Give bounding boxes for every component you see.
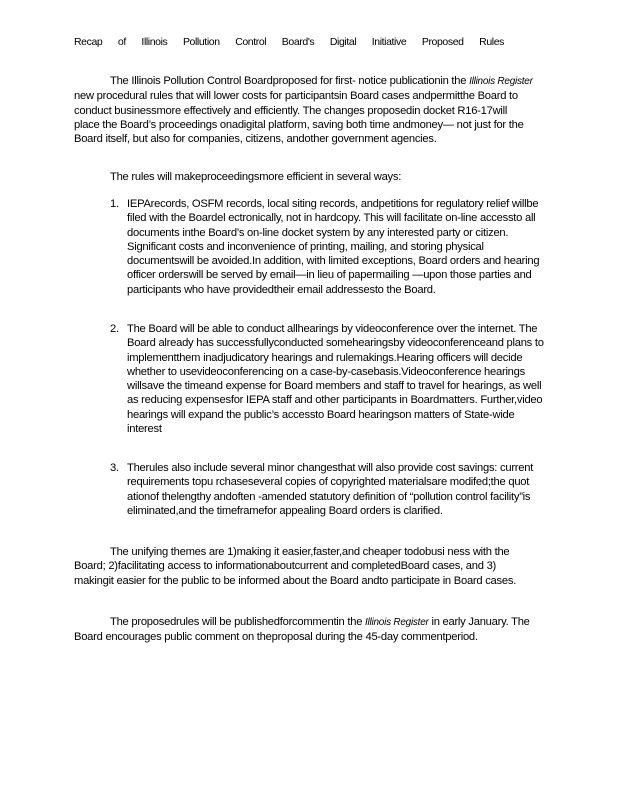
- title-word: Digital: [329, 36, 357, 48]
- intro-text-c: new procedural rules that will lower costs for participantsin Board cases andpermitthe Board to conduct businessmore effectively and efficiently. The changes proposedin docket R16-17will place the Board’s proceedings onadigital platform, saving both time andmoney— not just for the Board itself, but also for companies, citizens, andother government agencies.: [74, 90, 524, 146]
- list-item-number: 2.: [110, 323, 119, 335]
- document-title: [74, 36, 504, 48]
- title-word: Control: [235, 36, 267, 48]
- closing-text-c: in early January. The Board encourages public comment on theproposal during the 45-day commentperiod.: [74, 616, 530, 644]
- title-word: Pollution: [182, 36, 220, 48]
- list-item-text: IEPArecords, OSFM records, local siting records, andpetitions for regulatory relief willbe filed with the Boardel ectronically, not in hardcopy. This will facilitate on-line accessto all documents inthe Board’s on-line docket system by any interested party or citizen. Significant costs and inconvenience of printing, mailing, and storing physical documentswill be avoided.In addition, with limited exceptions, Board orders and hearing officer orderswill be served by email—in lieu of papermailing —upon those parties and participants who have providedtheir email addressesto the Board.: [127, 198, 540, 296]
- title-word: Recap: [74, 36, 103, 48]
- illinois-register-italic: Illinois Register: [469, 76, 533, 87]
- title-word: Board's: [281, 36, 315, 48]
- ways-intro-sentence: The rules will makeproceedingsmore efficient in several ways:: [110, 171, 402, 183]
- title-word: of: [117, 36, 126, 48]
- list-item: [110, 322, 546, 436]
- title-word: Illinois: [141, 36, 168, 48]
- unifying-themes-text: The unifying themes are 1)making it easier,faster,and cheaper todobusi ness with the Board; 2)facilitating access to informationaboutcurrent and completedBoard cases, and 3) makingit easier for the public to be informed about the Board andto participate in Board cases.: [74, 546, 517, 587]
- closing-paragraph: [74, 615, 534, 645]
- title-word: Initiative: [371, 36, 407, 48]
- unifying-themes-paragraph: [74, 545, 534, 588]
- title-word: Proposed: [421, 36, 464, 48]
- list-item-text: The Board will be able to conduct allhearings by videoconference over the internet. The Board already has successfullyconducted somehearingsby videoconferenceand plans to implementthem inadjudicatory hearings and rulemakings.Hearing officers will decide whether to usevideoconferencing on a case-by-casebasis.Videoconference hearings willsave the timeand expense for Board members and staff to travel for hearings, as well as reducing expensesfor IEPA staff and other participants in Boardmatters. Further,video hearings will expand the public’s accessto Board hearingson matters of State-wide interest: [127, 323, 544, 436]
- list-item: [110, 197, 546, 297]
- intro-text-a: The Illinois Pollution Control Boardproposed for first- notice publicationin the: [110, 75, 470, 87]
- list-item-number: 3.: [110, 462, 119, 474]
- illinois-register-italic: Illinois Register: [365, 617, 429, 628]
- list-item: [110, 461, 546, 518]
- title-word: Rules: [479, 36, 504, 48]
- intro-paragraph: [74, 74, 534, 146]
- list-item-text: Therules also include several minor changesthat will also provide cost savings: current requirements topu rchaseseveral copies of copyrighted materialsare modifed;the quot ationof thelengthy andoften -amended statutory definition of “pollution control facility”is eliminated,and the timeframefor appealing Board orders is clarified.: [127, 462, 534, 517]
- closing-text-a: The proposedrules will be publishedforcommentin the: [110, 616, 366, 628]
- list-item-number: 1.: [110, 198, 119, 210]
